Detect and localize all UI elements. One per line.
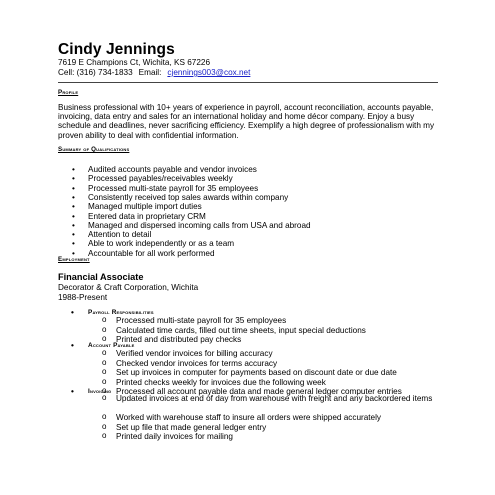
job-title: Financial Associate [58, 272, 144, 282]
summary-item: • Attention to detail [88, 230, 151, 240]
responsibility-item: o Checked vendor invoices for terms accuracy [116, 359, 441, 369]
responsibility-item: o Worked with warehouse staff to insure all orders were shipped accurately [116, 413, 441, 423]
employment-heading: Employment [58, 256, 90, 263]
responsibility-item: o Set up invoices in computer for payments based on discount date or due date [116, 368, 441, 378]
summary-item: • Able to work independently or as a team [88, 239, 234, 249]
header-divider [58, 82, 438, 83]
responsibility-item: o Updated invoices at end of day from warehouse with freight and any backordered items [116, 394, 441, 404]
summary-item: • Processed multi-state payroll for 35 employees [88, 184, 258, 194]
responsibility-item: o Printed daily invoices for mailing [116, 432, 441, 442]
responsibility-item: o Processed multi-state payroll for 35 employees [116, 316, 441, 326]
summary-item: • Entered data in proprietary CRM [88, 212, 206, 222]
category-account-payable: • Account Payable [88, 342, 134, 349]
summary-item: • Managed and dispersed incoming calls from USA and abroad [88, 221, 311, 231]
employment-dates: 1988-Present [58, 293, 108, 302]
email-link[interactable]: cjennings003@cox.net [167, 68, 251, 77]
summary-item: • Processed payables/receivables weekly [88, 174, 233, 184]
responsibility-item: o Set up file that made general ledger entry [116, 423, 441, 433]
profile-text: Business professional with 10+ years of experience in payroll, account reconciliation, accounts payable, invoicing, data entry and sales for an international holiday and home décor company. Enjoy a busy schedule and deadlines, never sacrificing efficiency. Exemplify a high degree of professionalism with my proven ability to deal with confidential information. [58, 103, 435, 140]
responsibility-item: o Printed and distributed pay checks [116, 335, 441, 345]
profile-heading: Profile [58, 89, 79, 96]
responsibility-item: o Calculated time cards, filled out time sheets, input special deductions [116, 326, 441, 336]
summary-item: • Consistently received top sales awards within company [88, 193, 288, 203]
responsibility-item: o Printed checks weekly for invoices due the following week [116, 378, 441, 388]
summary-item: • Audited accounts payable and vendor invoices [88, 165, 257, 175]
category-invoicing: • Invoicing [88, 388, 111, 395]
cell-phone: Cell: (316) 734-1833 [58, 68, 133, 77]
summary-item: • Accountable for all work performed [88, 249, 215, 259]
email-label: Email: [138, 68, 162, 77]
company: Decorator & Craft Corporation, Wichita [58, 283, 199, 292]
address-line: 7619 E Champions Ct, Wichita, KS 67226 [58, 58, 211, 67]
responsibility-item: o Verified vendor invoices for billing accuracy [116, 349, 441, 359]
resume-name: Cindy Jennings [58, 41, 175, 58]
responsibility-item: o Processed all account payable data and made general ledger computer entries [116, 387, 441, 397]
category-payroll: • Payroll Responsibilities [88, 309, 154, 316]
summary-heading: Summary of Qualifications [58, 146, 130, 153]
contact-line [58, 68, 250, 78]
summary-item: • Managed multiple import duties [88, 202, 202, 212]
